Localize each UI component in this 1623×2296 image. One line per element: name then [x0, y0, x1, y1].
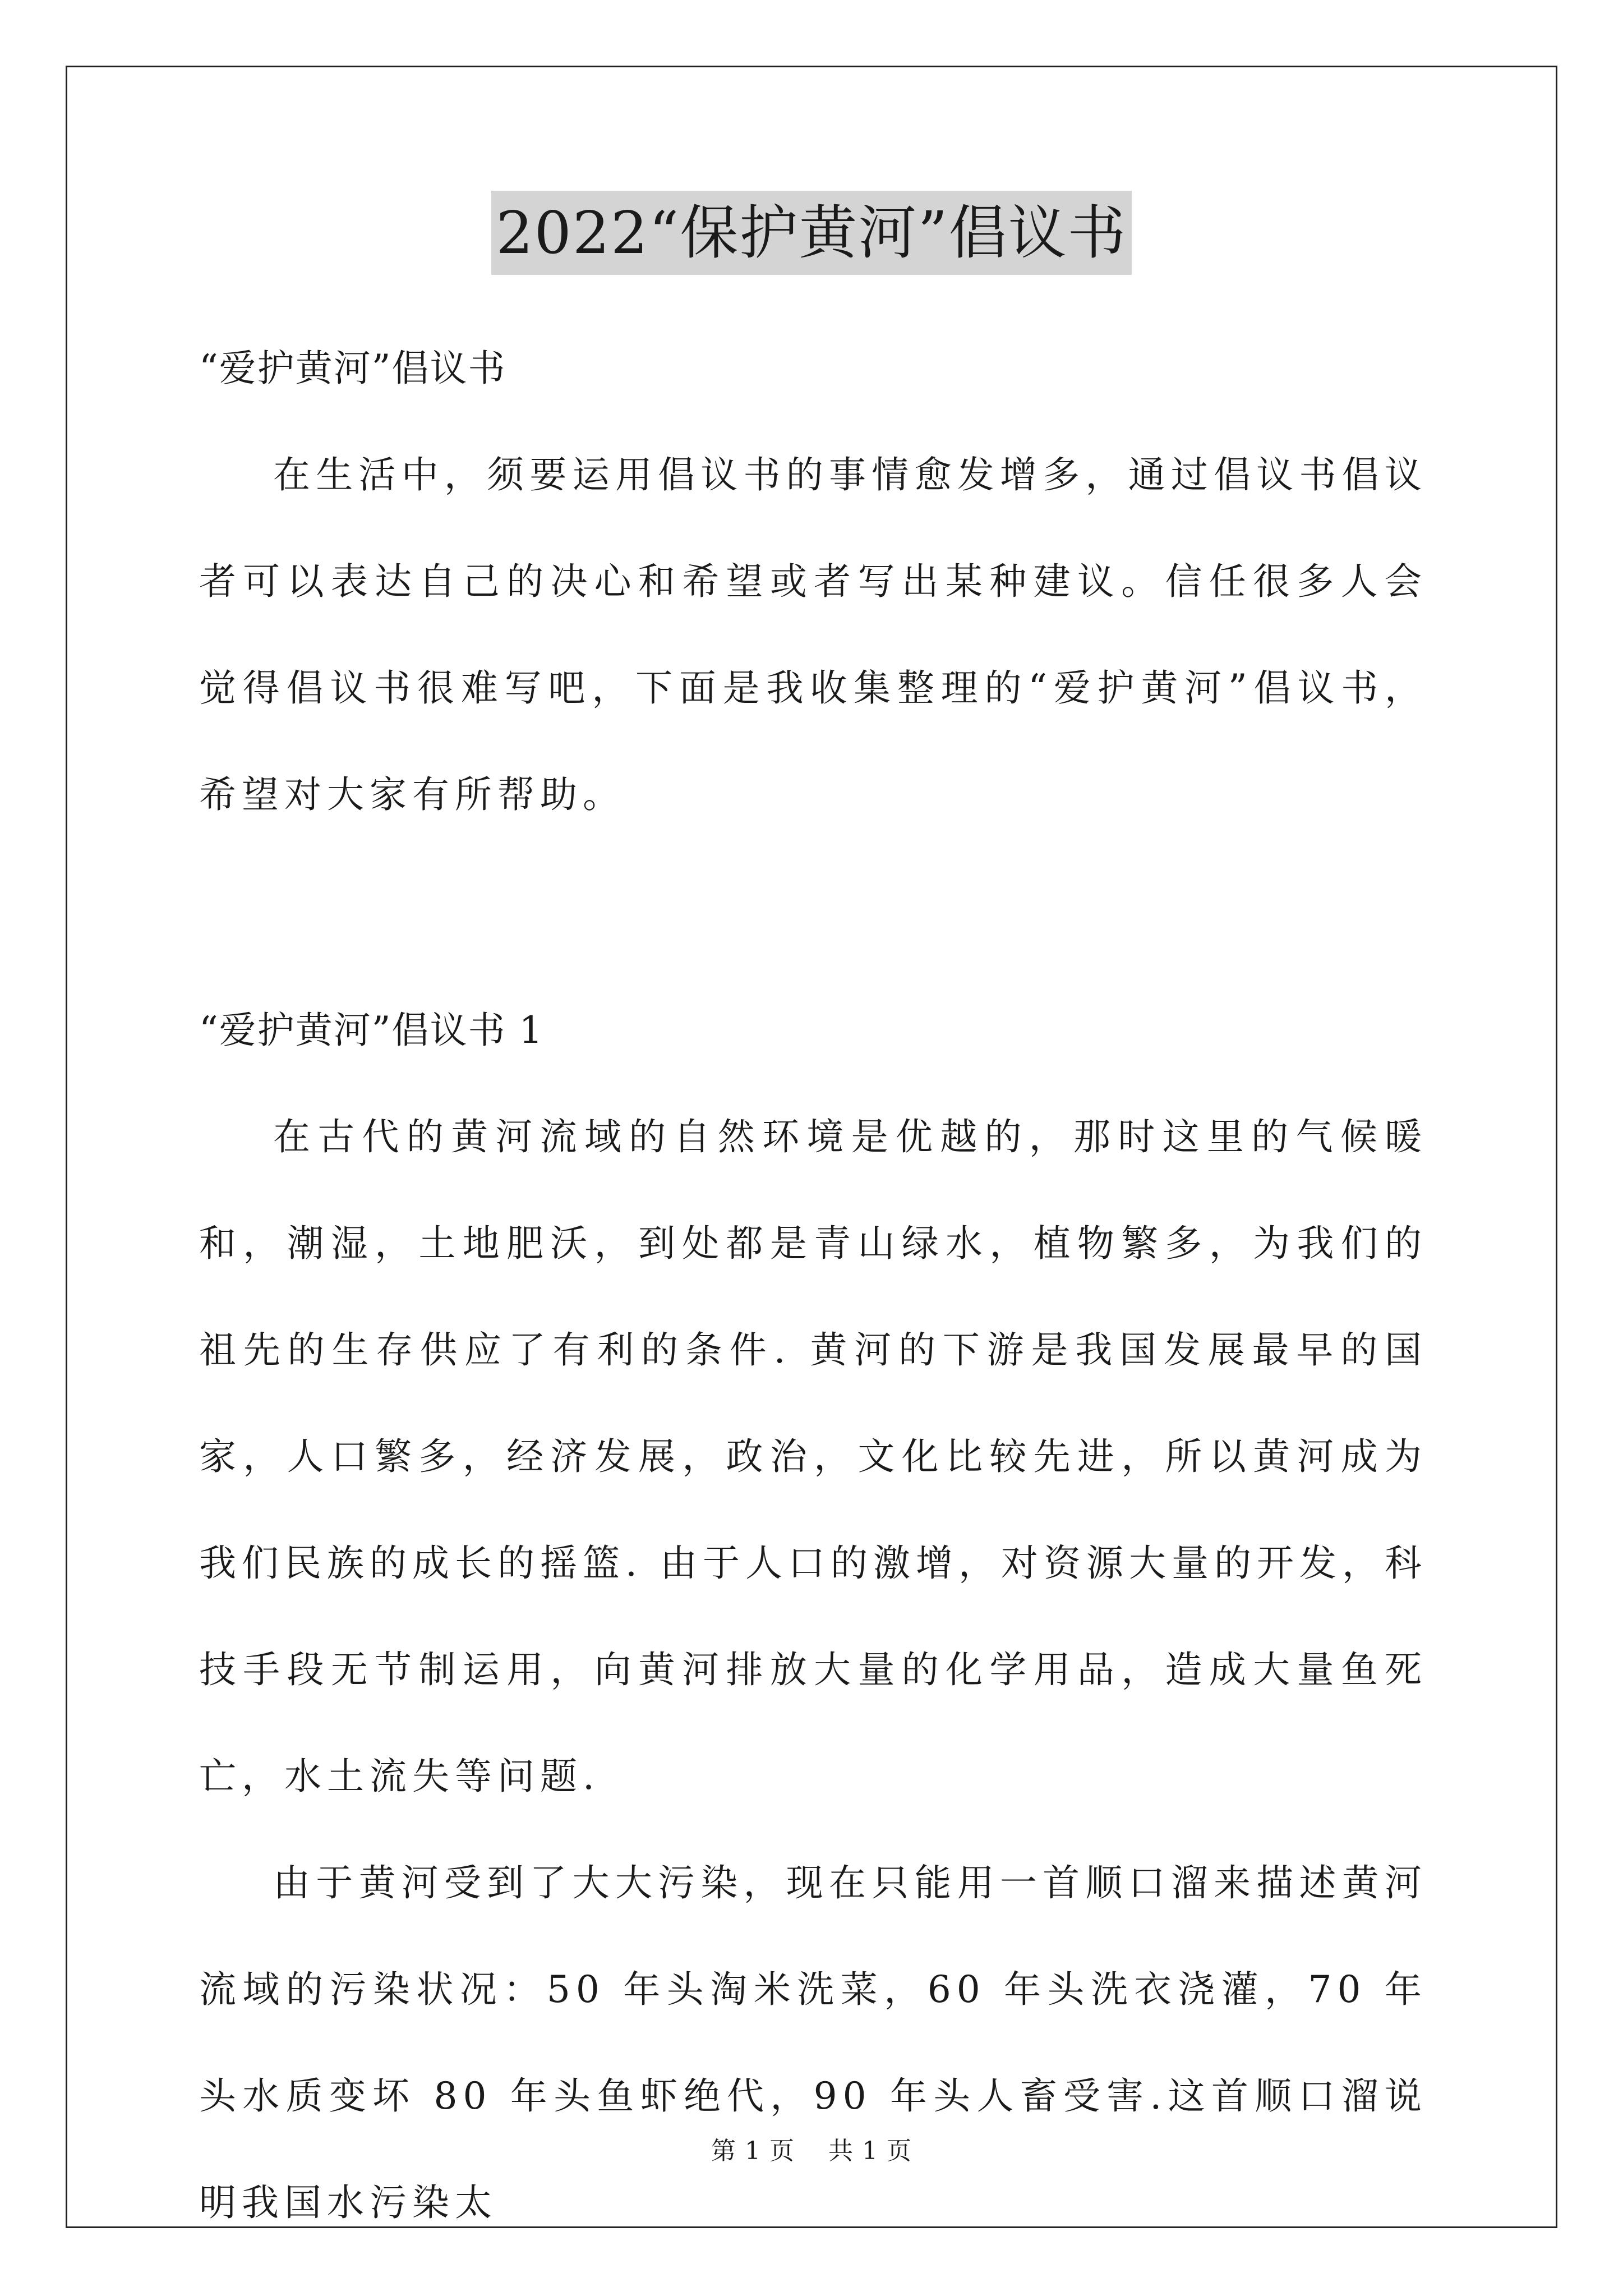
- title-block: [0, 191, 1623, 275]
- section-heading: “爱护黄河”倡议书: [199, 347, 506, 390]
- document-title: 2022“保护黄河”倡议书: [491, 191, 1131, 275]
- document-body: [199, 342, 1427, 2256]
- page-number: 第 1 页: [711, 2137, 795, 2165]
- body-paragraph: 由于黄河受到了大大污染，现在只能用一首顺口溜来描述黄河流域的污染状况：50 年头淘米洗菜，60 年头洗衣浇灌，70 年头水质变坏 80 年头鱼虾绝代，90 年头人畜受害.这首顺口溜说明我国水污染太: [199, 1861, 1427, 2224]
- page-footer: [0, 2134, 1623, 2168]
- body-paragraph: 在古代的黄河流域的自然环境是优越的，那时这里的气候暖和，潮湿，土地肥沃，到处都是青山绿水，植物繁多，为我们的祖先的生存供应了有利的条件. 黄河的下游是我国发展最早的国家，人口繁多，经济发展，政治，文化比较先进，所以黄河成为我们民族的成长的摇篮. 由于人口的激增，对资源大量的开发，科技手段无节制运用，向黄河排放大量的化学用品，造成大量鱼死亡，水土流失等问题.: [199, 1115, 1427, 1798]
- page-total: 共 1 页: [828, 2137, 912, 2165]
- intro-paragraph: 在生活中，须要运用倡议书的事情愈发增多，通过倡议书倡议者可以表达自己的决心和希望或者写出某种建议。信任很多人会觉得倡议书很难写吧，下面是我收集整理的“爱护黄河”倡议书，希望对大家有所帮助。: [199, 453, 1427, 816]
- section-heading: “爱护黄河”倡议书 1: [199, 1009, 544, 1052]
